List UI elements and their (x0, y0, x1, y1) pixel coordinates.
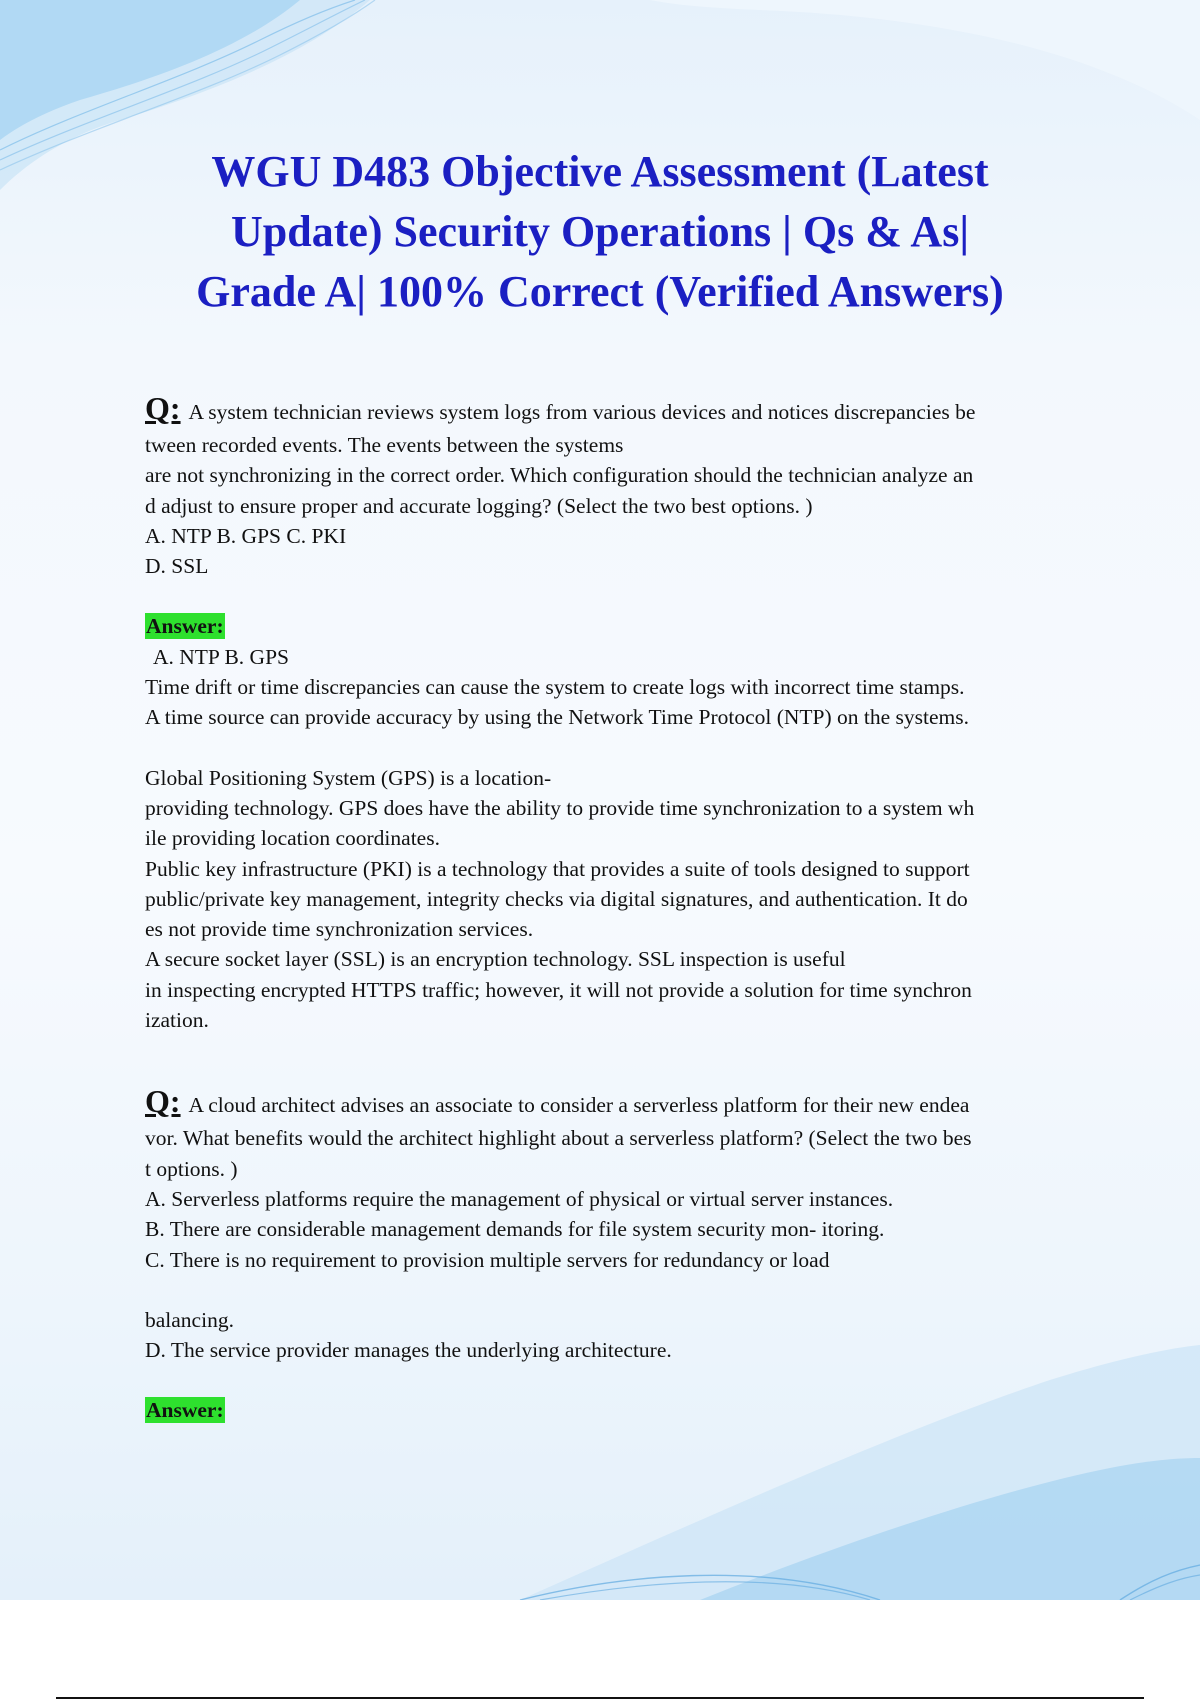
answer-text: ile providing location coordinates. (145, 826, 440, 851)
answer-text: A secure socket layer (SSL) is an encryption technology. SSL inspection is useful (145, 947, 846, 972)
answer-text: ization. (145, 1008, 209, 1033)
question-text: vor. What benefits would the architect highlight about a serverless platform? (Select the two bes (145, 1126, 972, 1151)
question-option: B. There are considerable management demands for file system security mon- itoring. (145, 1217, 885, 1242)
question-option: D. The service provider manages the underlying architecture. (145, 1338, 672, 1363)
question-option: A. Serverless platforms require the management of physical or virtual server instances. (145, 1186, 894, 1211)
question-text: A cloud architect advises an associate to consider a serverless platform for their new endea (188, 1093, 970, 1118)
answer-text: Global Positioning System (GPS) is a location- (145, 765, 552, 790)
spacer (145, 733, 1095, 763)
question-first-line (145, 390, 1095, 430)
question-option: C. There is no requirement to provision multiple servers for redundancy or load (145, 1247, 830, 1272)
answer-text: es not provide time synchronization services. (145, 917, 534, 942)
title-line: Update) Security Operations | Qs & As| (230, 207, 970, 256)
spacer (145, 1365, 1095, 1395)
answer-text: Public key infrastructure (PKI) is a technology that provides a suite of tools designed to support (145, 856, 970, 881)
question-text: tween recorded events. The events between the systems (145, 433, 624, 457)
document-body (145, 390, 1095, 1426)
answer-text: A. NTP B. GPS (153, 644, 290, 669)
spacer (145, 1035, 1095, 1083)
question-label: Q: (145, 1083, 181, 1120)
question-text: t options. ) (145, 1156, 238, 1181)
question-option: balancing. (145, 1307, 234, 1332)
answer-text: A time source can provide accuracy by using the Network Time Protocol (NTP) on the systems. (145, 705, 970, 730)
page-footer-rule (56, 1697, 1144, 1699)
answer-block (145, 1395, 1095, 1425)
question-block (145, 1083, 1095, 1365)
answer-text: public/private key management, integrity checks via digital signatures, and authentication. It do (145, 886, 968, 911)
spacer (145, 1275, 1095, 1305)
spacer (145, 581, 1095, 611)
question-text: A system technician reviews system logs from various devices and notices discrepancies be (188, 400, 976, 424)
question-block (145, 390, 1095, 581)
answer-text: providing technology. GPS does have the ability to provide time synchronization to a system wh (145, 795, 975, 820)
answer-text: in inspecting encrypted HTTPS traffic; however, it will not provide a solution for time synchron (145, 977, 972, 1002)
title-line: WGU D483 Objective Assessment (Latest (211, 147, 989, 196)
answer-label: Answer: (146, 1398, 224, 1423)
question-label: Q: (145, 390, 181, 426)
answer-block (145, 611, 1095, 1035)
title-line: Grade A| 100% Correct (Verified Answers) (196, 267, 1004, 316)
document-title (120, 142, 1080, 322)
question-option: A. NTP B. GPS C. PKI (145, 523, 347, 548)
question-text: are not synchronizing in the correct order. Which configuration should the technician analyze an (145, 463, 974, 488)
question-text: d adjust to ensure proper and accurate logging? (Select the two best options. ) (145, 493, 813, 518)
question-option: D. SSL (145, 554, 209, 579)
question-first-line (145, 1083, 1095, 1123)
answer-label: Answer: (146, 614, 224, 639)
answer-text: Time drift or time discrepancies can cause the system to create logs with incorrect time stamps. (145, 675, 965, 700)
